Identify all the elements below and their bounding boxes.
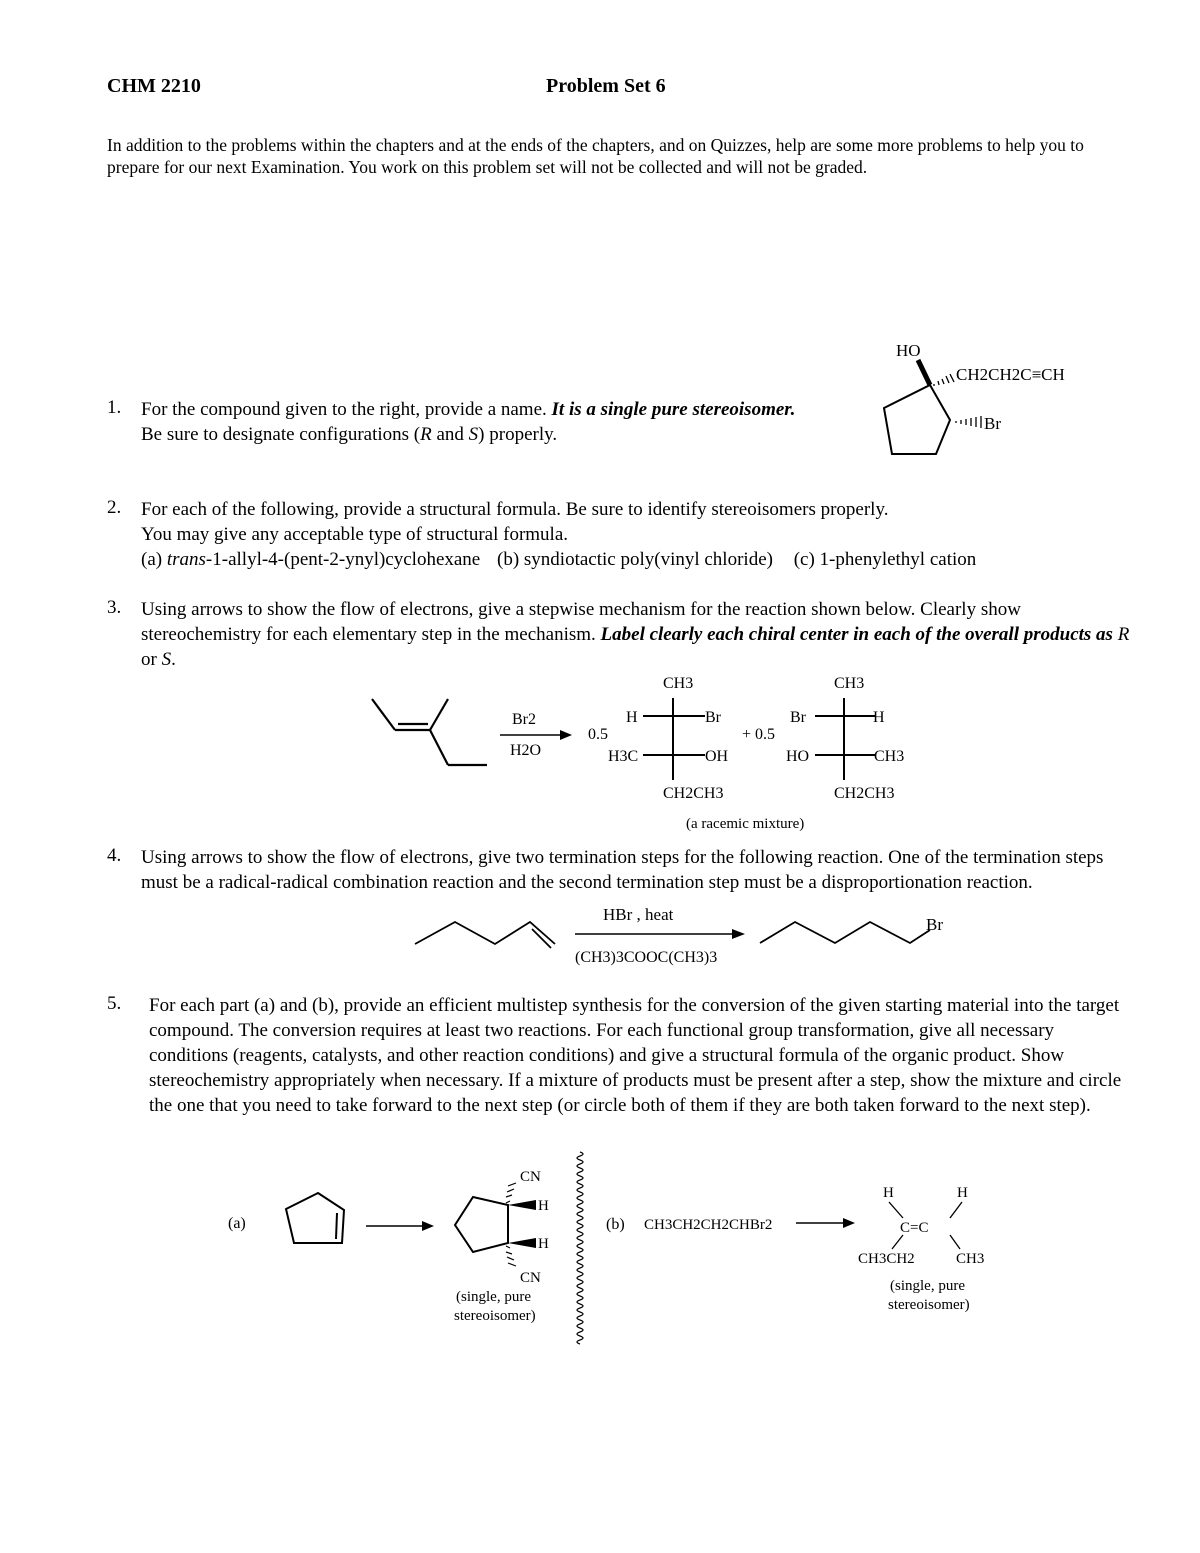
f1-right2: OH: [705, 748, 729, 765]
question-5-number: 5.: [107, 993, 122, 1014]
q3-text-a: Using arrows to show the flow of electrons, give a stepwise mechanism for the reaction shown below. Clearly show stereochemistry for each elementary step in the mechanism.: [141, 599, 1021, 645]
question-2-line2: You may give any acceptable type of structural formula.: [141, 524, 569, 545]
question-3-text: [141, 597, 1131, 672]
q5-a-h1: H: [538, 1198, 549, 1214]
q2-a-trans: trans: [166, 549, 206, 570]
q2-b: (b) syndiotactic poly(vinyl chloride): [497, 549, 773, 570]
question-1-number: 1.: [107, 397, 122, 418]
q3-coef-1: 0.5: [588, 726, 608, 743]
question-3-number: 3.: [107, 597, 122, 618]
f1-bottom: CH2CH3: [663, 785, 724, 802]
f2-bottom: CH2CH3: [834, 785, 895, 802]
q5-a-cn-top: CN: [520, 1169, 541, 1185]
f2-left2: HO: [786, 748, 810, 765]
q5-part-b: [600, 1175, 1000, 1325]
question-2-number: 2.: [107, 497, 122, 518]
q3-emphasis: Label clearly each chiral center in each of the overall products as: [600, 624, 1118, 645]
q4-reagent-top: HBr , heat: [603, 905, 674, 924]
q3-s: S: [161, 649, 172, 670]
q3-reagent-top: Br2: [512, 711, 536, 728]
question-5-text: For each part (a) and (b), provide an efficient multistep synthesis for the conversion of the given starting material into the target compound. The conversion requires at least two reactions. For each functional group transformation, give all necessary conditions (reagents, catalysts, and other reaction conditions) and give a structural formula of the organic product. Show stereochemistry appropriately when necessary. If a mixture of products must be present after a step, show the mixture and circle the one that you need to take forward to the next step (or circle both of them if they are both taken forward to the next step).: [149, 995, 1122, 1116]
q4-starting-alkene: [415, 922, 555, 948]
f2-right1: H: [873, 709, 885, 726]
q2-a-label: (a): [141, 549, 167, 570]
q5-b-h2: H: [957, 1185, 968, 1201]
q1-ho-label: HO: [896, 341, 921, 360]
q1-and: and: [431, 424, 469, 445]
q3-starting-alkene: [372, 699, 487, 765]
q5-a-caption-1: (single, pure: [456, 1289, 531, 1305]
q3-period: .: [171, 649, 176, 670]
q4-reagent-bottom: (CH3)3COOC(CH3)3: [575, 949, 718, 966]
q3-fischer-1: [608, 675, 729, 802]
q1-r: R: [420, 424, 432, 445]
f1-left1: H: [626, 709, 638, 726]
q3-fischer-2: [786, 675, 904, 802]
q2-c: (c) 1-phenylethyl cation: [793, 549, 977, 570]
q5-b-cc: C=C: [900, 1220, 929, 1236]
f2-right2: CH3: [874, 748, 905, 765]
q5-b-caption-1: (single, pure: [890, 1278, 965, 1294]
q3-coef-2: + 0.5: [742, 726, 776, 743]
question-2-parts: [141, 547, 976, 572]
page-title: Problem Set 6: [546, 75, 666, 97]
q4-product-br: Br: [926, 915, 943, 934]
q5-a-label: (a): [228, 1215, 246, 1232]
q1-text-d: ) properly.: [478, 424, 558, 445]
q1-emphasis: It is a single pure stereoisomer.: [551, 399, 796, 420]
q3-r: R: [1117, 624, 1130, 645]
q3-reagent-bottom: H2O: [510, 742, 542, 759]
q4-product: [760, 922, 930, 943]
intro-paragraph: In addition to the problems within the chapters and at the ends of the chapters, and on Quizzes, help are some more problems to help you to prepare for our next Examination. You work on this problem set will not be collected and will not be graded.: [107, 135, 1084, 177]
q1-text-c: Be sure to designate configurations (: [141, 424, 421, 445]
wavy-divider: [568, 1150, 592, 1345]
question-4-text: Using arrows to show the flow of electrons, give two termination steps for the following reaction. One of the termination steps must be a radical-radical combination reaction and the second termination step must be a disproportionation reaction.: [141, 847, 1104, 893]
q5-a-product: [455, 1197, 508, 1252]
question-1-text: [141, 397, 801, 447]
f1-top: CH3: [663, 675, 694, 692]
course-code: CHM 2210: [107, 75, 201, 97]
q5-b-label: (b): [606, 1216, 625, 1233]
q5-part-a: [220, 1155, 560, 1335]
cyclopentane-ring: [884, 385, 950, 454]
q1-br-label: Br: [984, 414, 1001, 433]
q5-b-right: CH3: [956, 1251, 985, 1267]
q5-b-left: CH3CH2: [858, 1251, 915, 1267]
f1-left2: H3C: [608, 748, 639, 765]
q4-reaction-scheme: [410, 900, 970, 975]
q1-chain-label: CH2CH2C≡CH: [956, 365, 1065, 384]
q5-a-h2: H: [538, 1236, 549, 1252]
q1-structure: [870, 338, 1110, 468]
q5-b-start: CH3CH2CH2CHBr2: [644, 1217, 773, 1233]
f2-top: CH3: [834, 675, 865, 692]
question-2-line1: For each of the following, provide a structural formula. Be sure to identify stereoisomers properly.: [141, 499, 889, 520]
q5-a-cn-bottom: CN: [520, 1270, 541, 1286]
q5-b-caption-2: stereoisomer): [888, 1297, 970, 1313]
q5-b-h1: H: [883, 1185, 894, 1201]
cyclopentene: [286, 1193, 344, 1243]
question-4-number: 4.: [107, 845, 122, 866]
q3-or: or: [141, 649, 162, 670]
f1-right1: Br: [705, 709, 721, 726]
q1-s: S: [468, 424, 479, 445]
q1-text-a: For the compound given to the right, provide a name.: [141, 399, 552, 420]
f2-left1: Br: [790, 709, 806, 726]
q3-reaction-scheme: [360, 668, 930, 838]
q5-a-caption-2: stereoisomer): [454, 1308, 536, 1324]
q2-a-rest: -1-allyl-4-(pent-2-ynyl)cyclohexane: [205, 549, 481, 570]
q3-caption: (a racemic mixture): [686, 816, 805, 832]
